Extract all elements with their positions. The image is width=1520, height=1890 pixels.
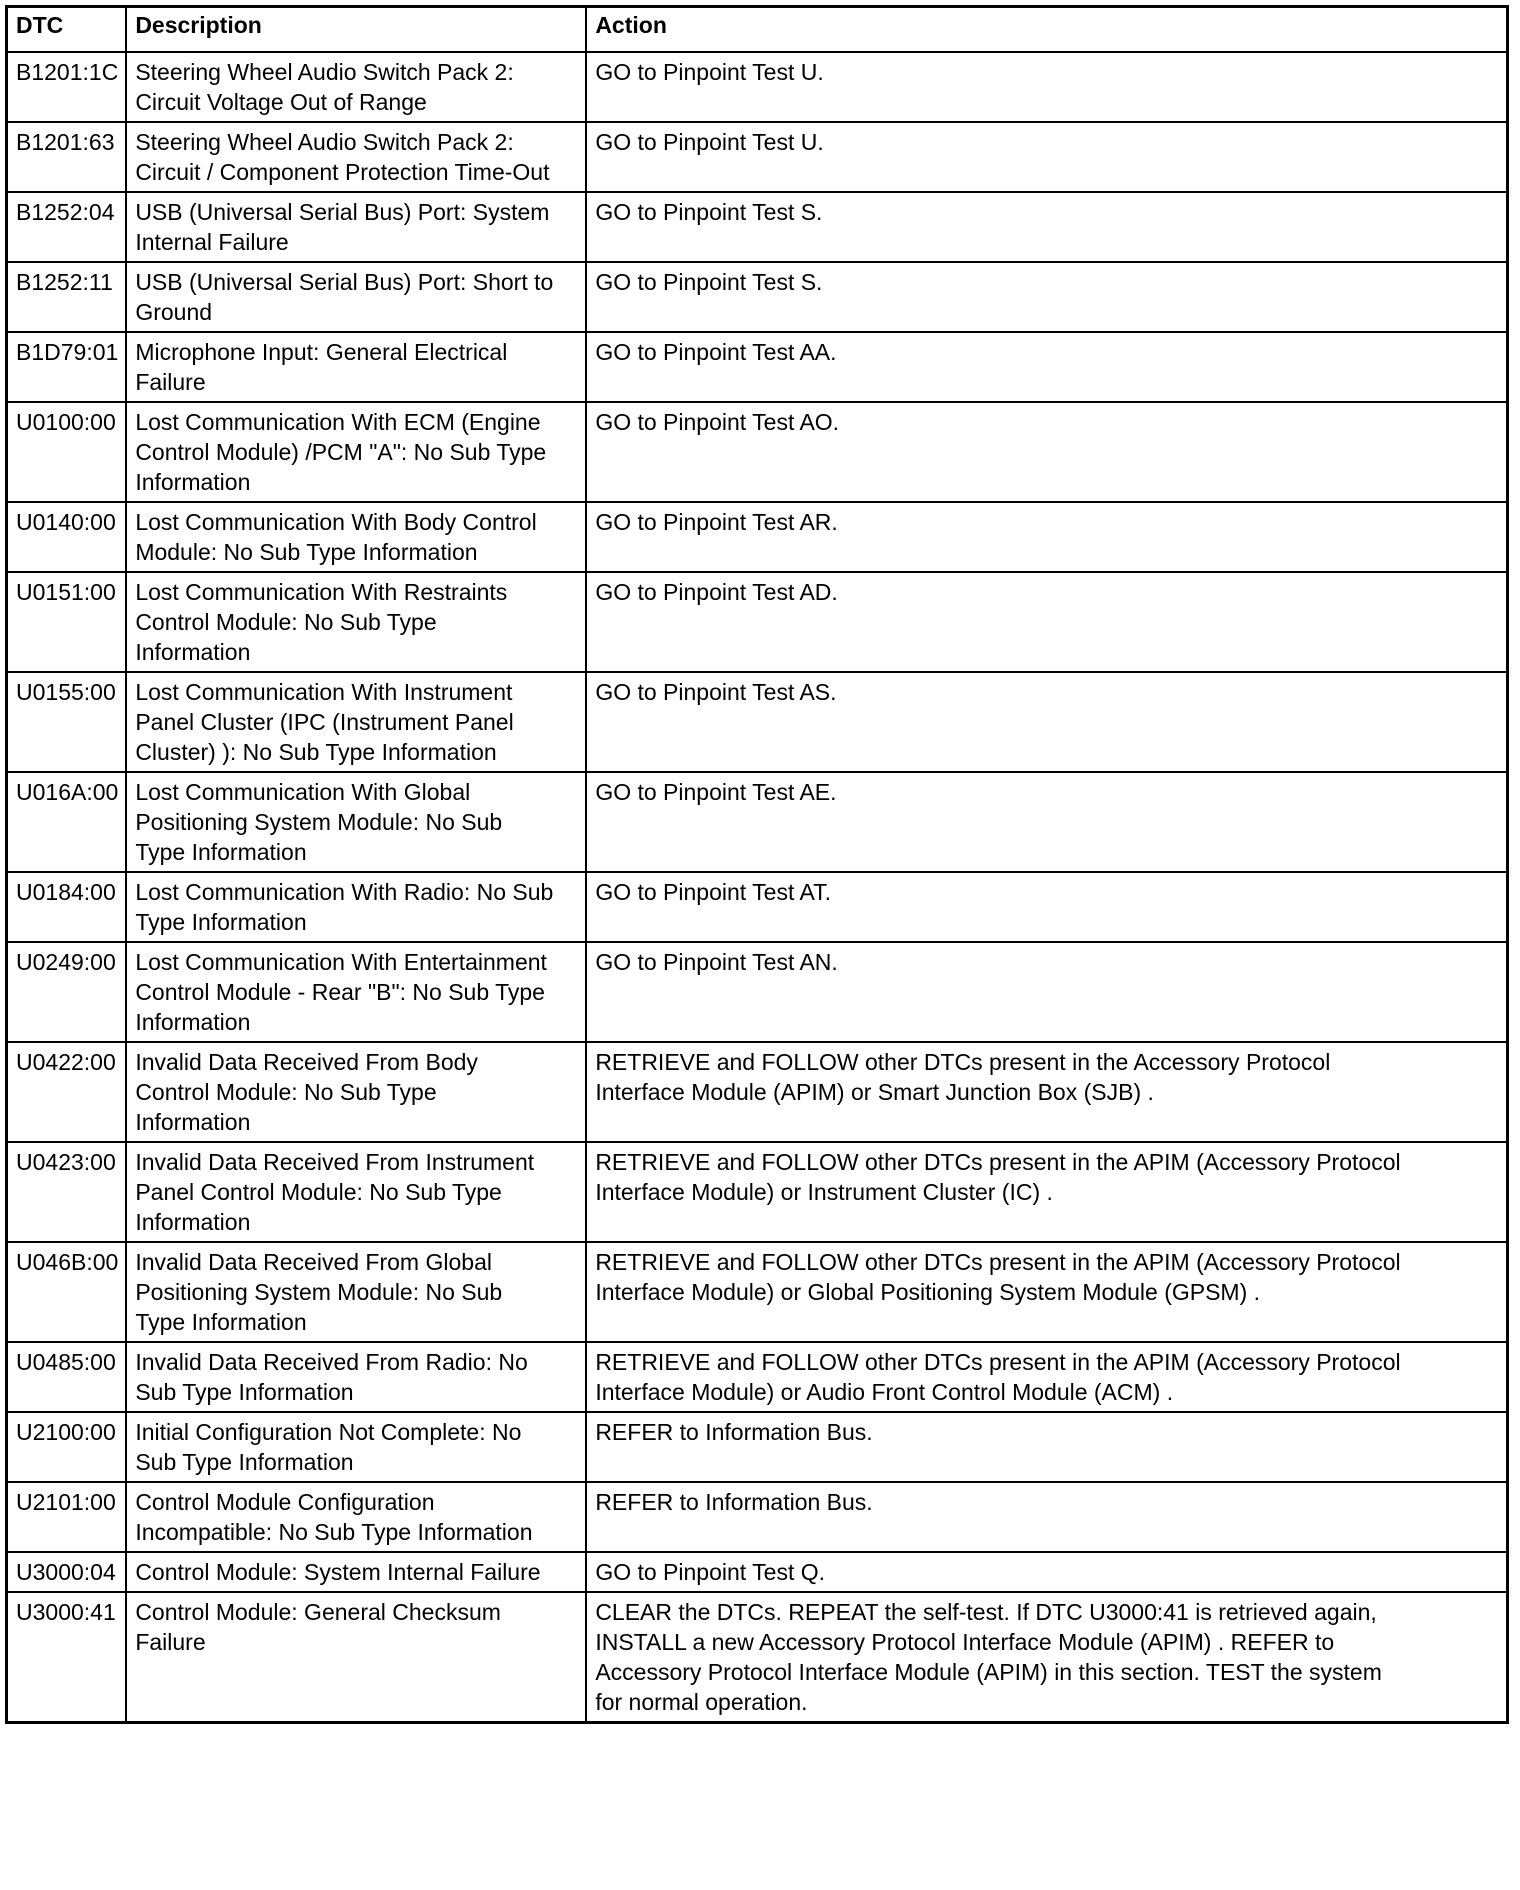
dtc-table [5, 5, 1509, 1724]
action-cell: GO to Pinpoint Test U. [586, 52, 1507, 122]
action-cell: GO to Pinpoint Test AN. [586, 942, 1507, 1042]
dtc-cell: B1201:1C [7, 52, 127, 122]
header-row [7, 7, 1508, 52]
action-cell: GO to Pinpoint Test Q. [586, 1552, 1507, 1592]
dtc-cell: U3000:41 [7, 1592, 127, 1723]
action-cell: GO to Pinpoint Test AO. [586, 402, 1507, 502]
table-row [7, 192, 1508, 262]
table-body [7, 52, 1508, 1723]
table-row [7, 1592, 1508, 1723]
action-cell: GO to Pinpoint Test AS. [586, 672, 1507, 772]
dtc-cell: U0422:00 [7, 1042, 127, 1142]
table-row [7, 572, 1508, 672]
description-cell: USB (Universal Serial Bus) Port: Short to Ground [126, 262, 586, 332]
table-row [7, 672, 1508, 772]
dtc-cell: U3000:04 [7, 1552, 127, 1592]
action-cell: GO to Pinpoint Test S. [586, 192, 1507, 262]
action-cell: GO to Pinpoint Test U. [586, 122, 1507, 192]
action-cell: REFER to Information Bus. [586, 1412, 1507, 1482]
dtc-cell: B1201:63 [7, 122, 127, 192]
action-cell: GO to Pinpoint Test S. [586, 262, 1507, 332]
action-cell: REFER to Information Bus. [586, 1482, 1507, 1552]
description-cell: Lost Communication With ECM (Engine Control Module) /PCM "A": No Sub Type Information [126, 402, 586, 502]
table-row [7, 1042, 1508, 1142]
description-cell: Invalid Data Received From Body Control Module: No Sub Type Information [126, 1042, 586, 1142]
dtc-cell: B1252:11 [7, 262, 127, 332]
action-cell: RETRIEVE and FOLLOW other DTCs present in the APIM (Accessory Protocol Interface Module) or Audio Front Control Module (ACM) . [586, 1342, 1507, 1412]
table-row [7, 262, 1508, 332]
table-header [7, 7, 1508, 52]
dtc-cell: B1D79:01 [7, 332, 127, 402]
dtc-cell: U2100:00 [7, 1412, 127, 1482]
dtc-cell: U016A:00 [7, 772, 127, 872]
description-cell: Lost Communication With Global Positioning System Module: No Sub Type Information [126, 772, 586, 872]
table-row [7, 502, 1508, 572]
header-dtc: DTC [7, 7, 127, 52]
table-row [7, 1482, 1508, 1552]
table-row [7, 1412, 1508, 1482]
description-cell: Lost Communication With Instrument Panel Cluster (IPC (Instrument Panel Cluster) ): No Sub Type Information [126, 672, 586, 772]
description-cell: Control Module: System Internal Failure [126, 1552, 586, 1592]
dtc-cell: U046B:00 [7, 1242, 127, 1342]
description-cell: Invalid Data Received From Instrument Panel Control Module: No Sub Type Information [126, 1142, 586, 1242]
table-row [7, 1242, 1508, 1342]
description-cell: Initial Configuration Not Complete: No Sub Type Information [126, 1412, 586, 1482]
dtc-cell: U0485:00 [7, 1342, 127, 1412]
description-cell: Lost Communication With Restraints Control Module: No Sub Type Information [126, 572, 586, 672]
action-cell: RETRIEVE and FOLLOW other DTCs present in the APIM (Accessory Protocol Interface Module) or Instrument Cluster (IC) . [586, 1142, 1507, 1242]
description-cell: Steering Wheel Audio Switch Pack 2: Circuit Voltage Out of Range [126, 52, 586, 122]
description-cell: Steering Wheel Audio Switch Pack 2: Circuit / Component Protection Time-Out [126, 122, 586, 192]
table-row [7, 52, 1508, 122]
description-cell: Lost Communication With Body Control Module: No Sub Type Information [126, 502, 586, 572]
action-cell: GO to Pinpoint Test AD. [586, 572, 1507, 672]
table-row [7, 1142, 1508, 1242]
header-description: Description [126, 7, 586, 52]
dtc-cell: U0249:00 [7, 942, 127, 1042]
table-row [7, 1342, 1508, 1412]
description-cell: Control Module: General Checksum Failure [126, 1592, 586, 1723]
table-row [7, 942, 1508, 1042]
action-cell: RETRIEVE and FOLLOW other DTCs present in the Accessory Protocol Interface Module (APIM) or Smart Junction Box (SJB) . [586, 1042, 1507, 1142]
dtc-cell: U0151:00 [7, 572, 127, 672]
action-cell: RETRIEVE and FOLLOW other DTCs present in the APIM (Accessory Protocol Interface Module) or Global Positioning System Module (GPSM) . [586, 1242, 1507, 1342]
dtc-cell: U0100:00 [7, 402, 127, 502]
dtc-cell: U0140:00 [7, 502, 127, 572]
action-cell: GO to Pinpoint Test AA. [586, 332, 1507, 402]
dtc-cell: U0423:00 [7, 1142, 127, 1242]
header-action: Action [586, 7, 1507, 52]
table-row [7, 122, 1508, 192]
table-row [7, 1552, 1508, 1592]
action-cell: GO to Pinpoint Test AT. [586, 872, 1507, 942]
description-cell: Invalid Data Received From Radio: No Sub Type Information [126, 1342, 586, 1412]
dtc-cell: U0155:00 [7, 672, 127, 772]
action-cell: GO to Pinpoint Test AE. [586, 772, 1507, 872]
action-cell: GO to Pinpoint Test AR. [586, 502, 1507, 572]
table-row [7, 332, 1508, 402]
description-cell: Invalid Data Received From Global Positioning System Module: No Sub Type Information [126, 1242, 586, 1342]
description-cell: Microphone Input: General Electrical Failure [126, 332, 586, 402]
table-row [7, 402, 1508, 502]
dtc-cell: U0184:00 [7, 872, 127, 942]
description-cell: Lost Communication With Radio: No Sub Type Information [126, 872, 586, 942]
action-cell: CLEAR the DTCs. REPEAT the self-test. If DTC U3000:41 is retrieved again, INSTALL a new Accessory Protocol Interface Module (APIM) . REFER to Accessory Protocol Interface Module (APIM) in this section. TEST the system for normal operation. [586, 1592, 1507, 1723]
table-row [7, 772, 1508, 872]
description-cell: Lost Communication With Entertainment Control Module - Rear "B": No Sub Type Information [126, 942, 586, 1042]
description-cell: USB (Universal Serial Bus) Port: System Internal Failure [126, 192, 586, 262]
table-row [7, 872, 1508, 942]
description-cell: Control Module Configuration Incompatible: No Sub Type Information [126, 1482, 586, 1552]
dtc-cell: U2101:00 [7, 1482, 127, 1552]
dtc-cell: B1252:04 [7, 192, 127, 262]
